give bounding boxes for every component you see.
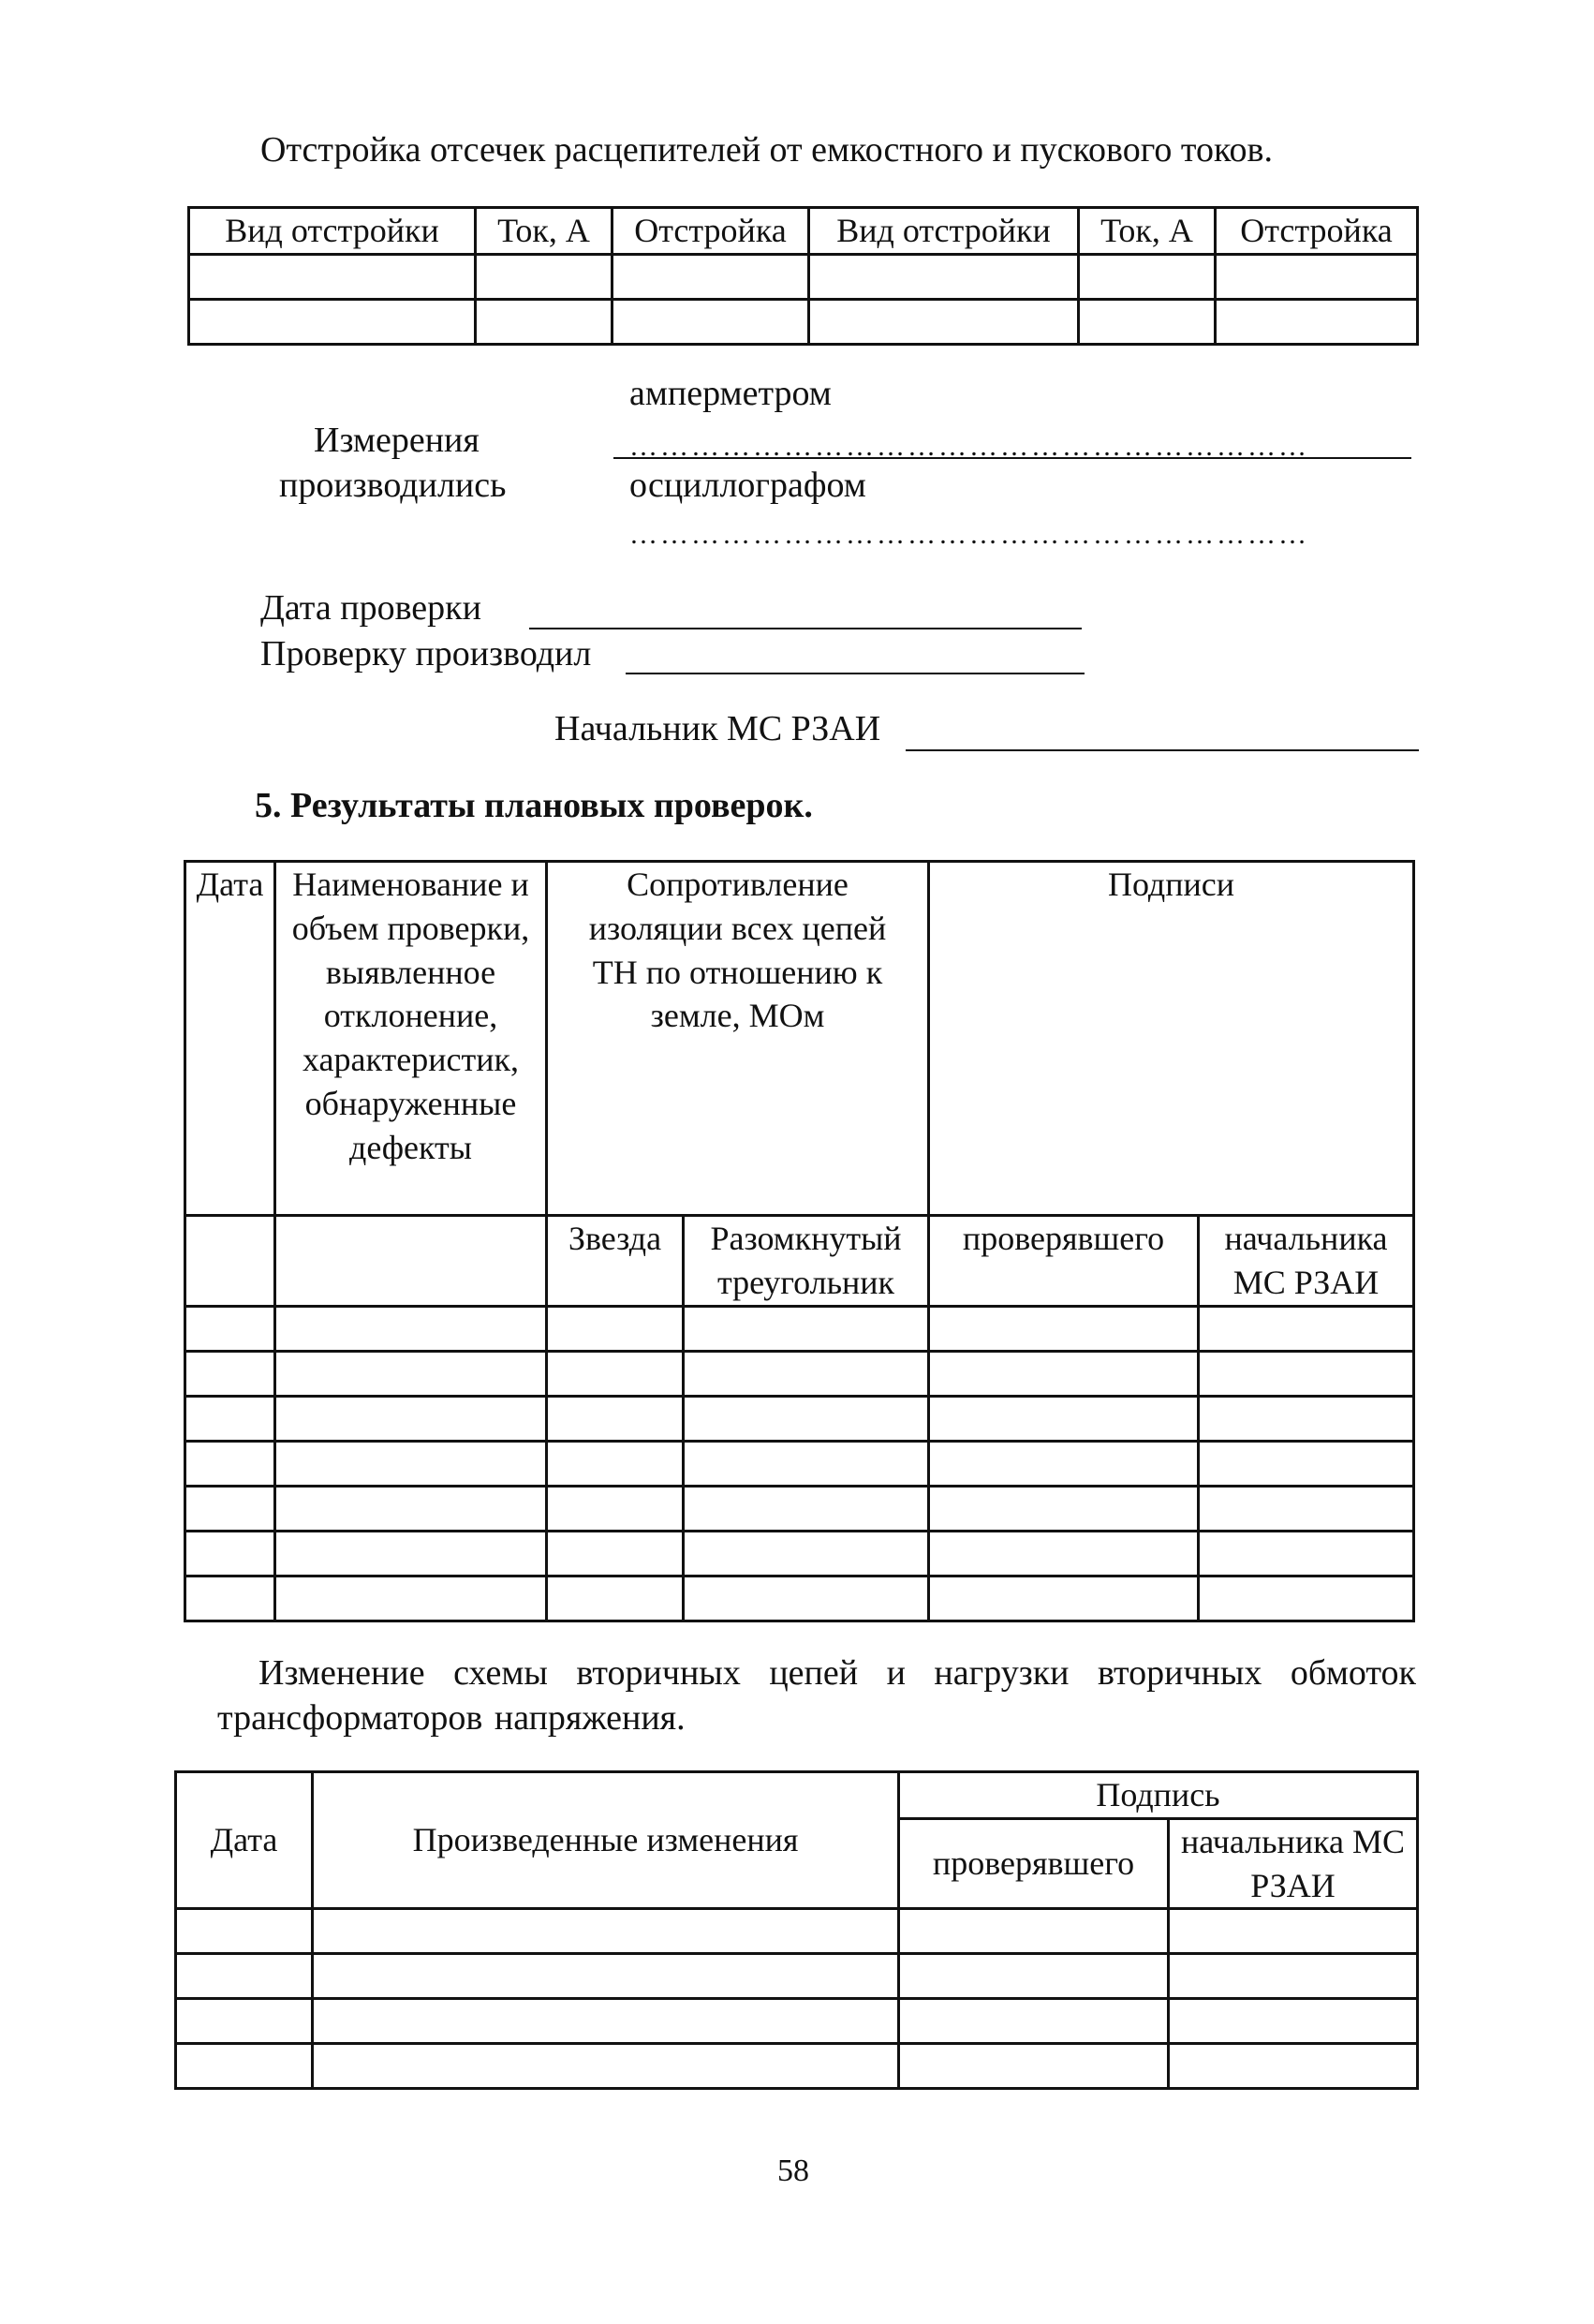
col-header-detuning-type-2: Вид отстройки bbox=[809, 208, 1079, 255]
table-cell[interactable] bbox=[929, 1351, 1199, 1396]
page-number: 58 bbox=[777, 2154, 809, 2188]
table-cell[interactable] bbox=[275, 1351, 547, 1396]
col-header-check-name: Наименование и объем проверки, выявленное отклонение, характеристик, обнаруженные дефекты bbox=[275, 862, 547, 1216]
subheader-checker: проверявшего bbox=[929, 1216, 1199, 1307]
table-row bbox=[185, 1576, 1414, 1621]
table-cell[interactable] bbox=[684, 1531, 929, 1576]
table-cell[interactable] bbox=[476, 299, 613, 344]
col-header-date: Дата bbox=[176, 1772, 313, 1909]
subheader-chief: начальника МС РЗАИ bbox=[1169, 1818, 1418, 1909]
table-row bbox=[176, 1909, 1418, 1954]
col-header-current-2: Ток, А bbox=[1079, 208, 1216, 255]
subheader-chief: начальника МС РЗАИ bbox=[1199, 1216, 1414, 1307]
col-header-detuning: Отстройка bbox=[613, 208, 809, 255]
measurement-option-ammeter: амперметром bbox=[629, 374, 832, 413]
table-cell bbox=[185, 1216, 275, 1307]
table-cell[interactable] bbox=[929, 1486, 1199, 1531]
measurements-label-line1: Измерения bbox=[314, 421, 480, 460]
table-cell[interactable] bbox=[899, 1954, 1169, 1999]
subheader-open-triangle: Разомкнутый треугольник bbox=[684, 1216, 929, 1307]
table-cell[interactable] bbox=[1216, 254, 1418, 299]
col-header-detuning-2: Отстройка bbox=[1216, 208, 1418, 255]
section5-title: 5. Результаты плановых проверок. bbox=[255, 786, 813, 825]
table-cell[interactable] bbox=[547, 1396, 684, 1441]
section6-paragraph: Изменение схемы вторичных цепей и нагрузки вторичных обмоток трансформаторов напряжения. bbox=[217, 1653, 1416, 1738]
table-row bbox=[185, 1441, 1414, 1486]
col-header-detuning-type: Вид отстройки bbox=[189, 208, 476, 255]
table-cell[interactable] bbox=[185, 1351, 275, 1396]
table-cell[interactable] bbox=[613, 299, 809, 344]
table-cell[interactable] bbox=[176, 2044, 313, 2089]
table-cell[interactable] bbox=[684, 1486, 929, 1531]
table-cell[interactable] bbox=[1199, 1306, 1414, 1351]
table-cell[interactable] bbox=[929, 1306, 1199, 1351]
table-cell bbox=[275, 1216, 547, 1307]
planned-checks-table bbox=[184, 860, 1415, 1622]
table-row bbox=[185, 1306, 1414, 1351]
table-cell[interactable] bbox=[684, 1441, 929, 1486]
table-cell[interactable] bbox=[684, 1306, 929, 1351]
table-cell[interactable] bbox=[899, 2044, 1169, 2089]
table-cell[interactable] bbox=[929, 1531, 1199, 1576]
table-cell[interactable] bbox=[1216, 299, 1418, 344]
table-cell[interactable] bbox=[809, 299, 1079, 344]
table-row bbox=[189, 254, 1418, 299]
table-cell[interactable] bbox=[313, 2044, 899, 2089]
inspector-line[interactable] bbox=[626, 673, 1085, 674]
table-row bbox=[176, 1999, 1418, 2044]
measurement-dots-1: ………………………………………………………… bbox=[629, 433, 1309, 461]
table-cell[interactable] bbox=[684, 1351, 929, 1396]
table-cell[interactable] bbox=[929, 1576, 1199, 1621]
table-cell[interactable] bbox=[185, 1441, 275, 1486]
chief-label: Начальник МС РЗАИ bbox=[554, 709, 881, 748]
table-cell[interactable] bbox=[176, 1909, 313, 1954]
table-cell[interactable] bbox=[1169, 2044, 1418, 2089]
table-cell[interactable] bbox=[275, 1576, 547, 1621]
table-row bbox=[185, 1486, 1414, 1531]
table-cell[interactable] bbox=[1169, 1954, 1418, 1999]
table-cell[interactable] bbox=[1199, 1486, 1414, 1531]
col-header-current: Ток, А bbox=[476, 208, 613, 255]
table-cell[interactable] bbox=[1169, 1909, 1418, 1954]
table-cell[interactable] bbox=[1199, 1531, 1414, 1576]
table-cell[interactable] bbox=[176, 1999, 313, 2044]
col-header-date: Дата bbox=[185, 862, 275, 1216]
col-header-changes: Произведенные изменения bbox=[313, 1772, 899, 1909]
table-cell[interactable] bbox=[313, 1909, 899, 1954]
table-cell[interactable] bbox=[1199, 1576, 1414, 1621]
table-cell[interactable] bbox=[185, 1576, 275, 1621]
detuning-table bbox=[187, 206, 1419, 346]
table-cell[interactable] bbox=[929, 1441, 1199, 1486]
table-cell[interactable] bbox=[547, 1486, 684, 1531]
chief-line[interactable] bbox=[906, 749, 1419, 751]
table-cell[interactable] bbox=[185, 1396, 275, 1441]
table-row bbox=[185, 1396, 1414, 1441]
inspector-label: Проверку производил bbox=[260, 634, 592, 674]
measurement-option-oscillograph: осциллографом bbox=[629, 466, 866, 505]
measurement-underline-1 bbox=[613, 457, 1411, 459]
measurements-label-line2: производились bbox=[279, 466, 507, 505]
measurement-dots-2: ………………………………………………………… bbox=[629, 521, 1309, 549]
table-cell[interactable] bbox=[547, 1351, 684, 1396]
table-cell[interactable] bbox=[1169, 1999, 1418, 2044]
table-cell[interactable] bbox=[476, 254, 613, 299]
table-cell[interactable] bbox=[547, 1576, 684, 1621]
check-date-label: Дата проверки bbox=[260, 588, 481, 628]
table-cell[interactable] bbox=[684, 1576, 929, 1621]
table-cell[interactable] bbox=[1199, 1441, 1414, 1486]
table-cell[interactable] bbox=[275, 1441, 547, 1486]
table-cell[interactable] bbox=[185, 1486, 275, 1531]
table-cell[interactable] bbox=[275, 1396, 547, 1441]
circuit-changes-table bbox=[174, 1770, 1419, 2090]
table-row bbox=[176, 1954, 1418, 1999]
table-cell[interactable] bbox=[275, 1531, 547, 1576]
col-header-insulation-resistance: Сопротивление изоляции всех цепей ТН по отношению к земле, МОм bbox=[547, 862, 929, 1216]
table-row bbox=[185, 1531, 1414, 1576]
table-cell[interactable] bbox=[613, 254, 809, 299]
table-cell[interactable] bbox=[185, 1306, 275, 1351]
table-cell[interactable] bbox=[313, 1954, 899, 1999]
table-cell[interactable] bbox=[313, 1999, 899, 2044]
table-cell[interactable] bbox=[189, 254, 476, 299]
table-row bbox=[189, 299, 1418, 344]
table-cell[interactable] bbox=[189, 299, 476, 344]
table-cell[interactable] bbox=[684, 1396, 929, 1441]
col-header-signature: Подпись bbox=[899, 1772, 1418, 1819]
table-cell[interactable] bbox=[899, 1909, 1169, 1954]
table-row bbox=[176, 2044, 1418, 2089]
table-cell[interactable] bbox=[275, 1306, 547, 1351]
table-cell[interactable] bbox=[547, 1531, 684, 1576]
table-cell[interactable] bbox=[275, 1486, 547, 1531]
table-cell[interactable] bbox=[547, 1306, 684, 1351]
section1-heading: Отстройка отсечек расцепителей от емкостного и пускового токов. bbox=[260, 130, 1273, 170]
table-cell[interactable] bbox=[1199, 1396, 1414, 1441]
table-cell[interactable] bbox=[1079, 254, 1216, 299]
check-date-line[interactable] bbox=[529, 628, 1082, 629]
table-cell[interactable] bbox=[899, 1999, 1169, 2044]
table-cell[interactable] bbox=[1079, 299, 1216, 344]
table-cell[interactable] bbox=[1199, 1351, 1414, 1396]
subheader-checker: проверявшего bbox=[899, 1818, 1169, 1909]
col-header-signatures: Подписи bbox=[929, 862, 1414, 1216]
table-cell[interactable] bbox=[929, 1396, 1199, 1441]
table-cell[interactable] bbox=[547, 1441, 684, 1486]
subheader-star: Звезда bbox=[547, 1216, 684, 1307]
table-cell[interactable] bbox=[185, 1531, 275, 1576]
table-cell[interactable] bbox=[176, 1954, 313, 1999]
table-row bbox=[185, 1351, 1414, 1396]
table-cell[interactable] bbox=[809, 254, 1079, 299]
